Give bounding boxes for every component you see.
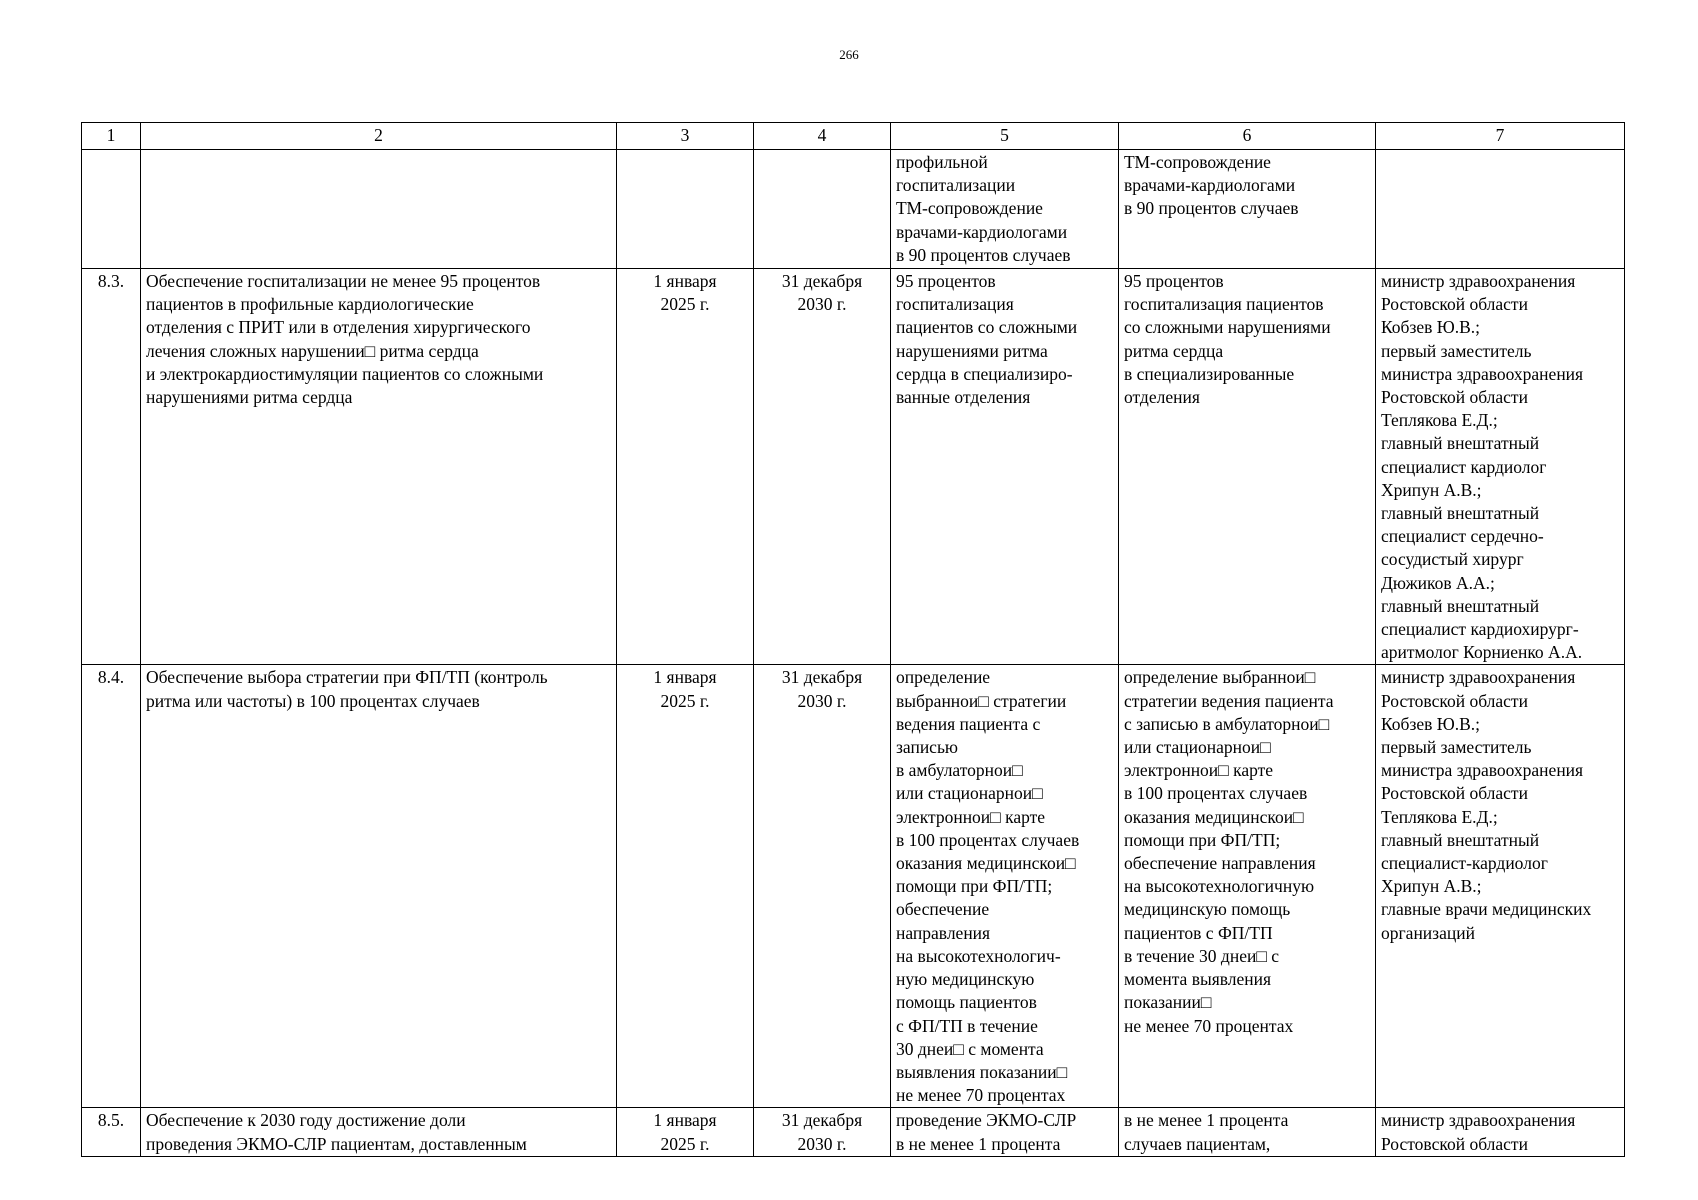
column-header: 2 <box>141 123 617 150</box>
row-number <box>82 150 141 269</box>
row-number: 8.5. <box>82 1108 141 1157</box>
start-date: 1 января 2025 г. <box>617 269 754 665</box>
row-number: 8.4. <box>82 665 141 1108</box>
responsible-persons <box>1376 150 1625 269</box>
plan-table <box>81 122 1625 1157</box>
measure-name: Обеспечение госпитализации не менее 95 процентов пациентов в профильные кардиологические отделения с ПРИТ или в отделения хирургического лечения сложных нарушении□ ритма сердца и электрокардиостимуляции пациентов со сложными нарушениями ритма сердца <box>141 269 617 665</box>
target-indicator: 95 процентов госпитализация пациентов со сложными нарушениями ритма сердца в специализированные отделения <box>1119 269 1376 665</box>
target-indicator: ТМ-сопровождение врачами-кардиологами в 90 процентов случаев <box>1119 150 1376 269</box>
responsible-persons: министр здравоохранения Ростовской области <box>1376 1108 1625 1157</box>
table-row <box>82 269 1625 665</box>
start-date: 1 января 2025 г. <box>617 665 754 1108</box>
column-header: 7 <box>1376 123 1625 150</box>
responsible-persons: министр здравоохранения Ростовской области Кобзев Ю.В.; первый заместитель министра здравоохранения Ростовской области Теплякова Е.Д.; главный внештатный специалист кардиолог Хрипун А.В.; главный внештатный специалист сердечно- сосудистый хирург Дюжиков А.А.; главный внештатный специалист кардиохирург- аритмолог Корниенко А.А. <box>1376 269 1625 665</box>
page-number: 266 <box>839 47 859 62</box>
responsible-persons: министр здравоохранения Ростовской области Кобзев Ю.В.; первый заместитель министра здравоохранения Ростовской области Теплякова Е.Д.; главный внештатный специалист-кардиолог Хрипун А.В.; главные врачи медицинских организаций <box>1376 665 1625 1108</box>
column-header: 5 <box>891 123 1119 150</box>
target-indicator: в не менее 1 процента случаев пациентам, <box>1119 1108 1376 1157</box>
expected-result: профильной госпитализации ТМ-сопровождение врачами-кардиологами в 90 процентов случаев <box>891 150 1119 269</box>
expected-result: проведение ЭКМО-СЛР в не менее 1 процента <box>891 1108 1119 1157</box>
expected-result: определение выбраннои□ стратегии ведения пациента с записью в амбулаторнои□ или стационарнои□ электроннои□ карте в 100 процентах случаев оказания медицинскои□ помощи при ФП/ТП; обеспечение направления на высокотехнологич- ную медицинскую помощь пациентов с ФП/ТП в течение 30 днеи□ с момента выявления показании□ не менее 70 процентах <box>891 665 1119 1108</box>
table-row <box>82 665 1625 1108</box>
start-date: 1 января 2025 г. <box>617 1108 754 1157</box>
row-number: 8.3. <box>82 269 141 665</box>
column-header: 6 <box>1119 123 1376 150</box>
column-header: 4 <box>754 123 891 150</box>
end-date: 31 декабря 2030 г. <box>754 269 891 665</box>
column-header: 1 <box>82 123 141 150</box>
start-date <box>617 150 754 269</box>
column-header: 3 <box>617 123 754 150</box>
target-indicator: определение выбраннои□ стратегии ведения пациента с записью в амбулаторнои□ или стационарнои□ электроннои□ карте в 100 процентах случаев оказания медицинскои□ помощи при ФП/ТП; обеспечение направления на высокотехнологичную медицинскую помощь пациентов с ФП/ТП в течение 30 днеи□ с момента выявления показании□ не менее 70 процентах <box>1119 665 1376 1108</box>
end-date <box>754 150 891 269</box>
table-row <box>82 1108 1625 1157</box>
measure-name: Обеспечение к 2030 году достижение доли проведения ЭКМО-СЛР пациентам, доставленным <box>141 1108 617 1157</box>
measure-name: Обеспечение выбора стратегии при ФП/ТП (контроль ритма или частоты) в 100 процентах случаев <box>141 665 617 1108</box>
table-row <box>82 150 1625 269</box>
end-date: 31 декабря 2030 г. <box>754 665 891 1108</box>
measure-name <box>141 150 617 269</box>
column-number-row <box>82 123 1625 150</box>
expected-result: 95 процентов госпитализация пациентов со сложными нарушениями ритма сердца в специализиро- ванные отделения <box>891 269 1119 665</box>
end-date: 31 декабря 2030 г. <box>754 1108 891 1157</box>
